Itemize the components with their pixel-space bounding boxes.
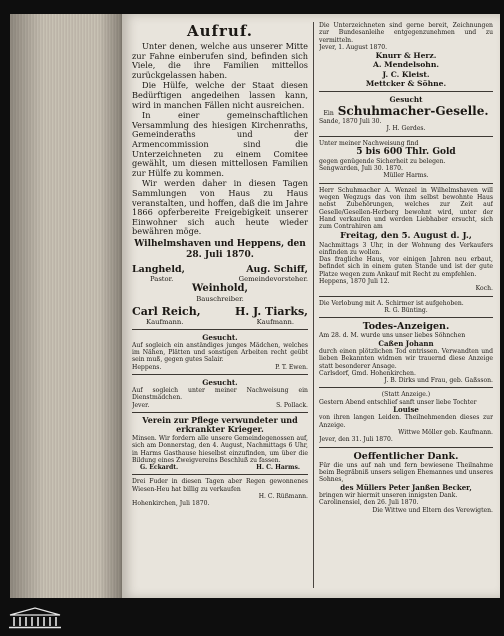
ad-body: Herr Schuhmacher A. Wenzel in Wilhelmshaven will wegen Wegzugs das von ihm selbst bewohnte Haus nebst Zubehörungen, welches zur Zeit auf Geselle/Gesellen-Herberg bewohnt wird, unter der Hand verkaufen und werden Liebhaber ersucht, sich zum Contrahiren am bbox=[319, 186, 493, 231]
ad-place: Hohenkirchen, Juli 1870. bbox=[132, 500, 210, 508]
firm-name: Knurr & Herz. bbox=[375, 51, 437, 61]
divider bbox=[132, 412, 308, 413]
ad-body: Das fragliche Haus, vor einigen Jahren neu erbaut, befindet sich in einem guten Stande und ist der gute Platze wegen zum Ankauf mit Recht zu empfehlen. bbox=[319, 256, 493, 278]
ad-body: Drei Fuder in diesen Tagen aber Regen gewonnenes Wiesen-Heu hat billig zu verkaufen bbox=[132, 478, 308, 493]
appeal-paragraph: Die Hülfe, welche der Staat diesen Bedürftigen angedeihen lassen kann, wird in manchen Fällen nicht ausreichen. bbox=[132, 80, 308, 110]
ad-title-row bbox=[319, 104, 493, 118]
ad-signature bbox=[132, 464, 308, 471]
signer-name: Aug. Schiff, bbox=[246, 263, 308, 275]
divider bbox=[319, 447, 493, 448]
divider bbox=[132, 474, 308, 475]
ad-heading: Gesucht bbox=[389, 95, 423, 104]
column-divider bbox=[313, 22, 314, 588]
ad-signer: H. C. Rüßmann. bbox=[258, 493, 308, 501]
firm-name: A. Mendelsohn. bbox=[373, 60, 439, 70]
ad-body: Die Verlobung mit A. Schirmer ist aufgehoben. bbox=[319, 299, 464, 307]
ad-signer: Die Wittwe und Eltern des Verewigten. bbox=[372, 506, 493, 514]
ad-signer: H. C. Harms. bbox=[256, 464, 300, 472]
ad-heading: Oeffentlicher Dank. bbox=[353, 450, 459, 462]
ad-heading: Todes-Anzeigen. bbox=[362, 321, 450, 333]
ad-body: Unter meiner Nachweisung find bbox=[319, 139, 419, 147]
ad-signer: P. T. Ewen. bbox=[275, 363, 308, 371]
ad-heading: (Statt Anzeige.) bbox=[381, 391, 431, 399]
ad-signer: Müller Harms. bbox=[383, 172, 429, 180]
ad-body: Die Unterzeichneten sind gerne bereit, Zeichnungen zur Bundesanleihe entgegenzunehmen und zu vermitteln. bbox=[319, 22, 493, 44]
signers-row bbox=[132, 305, 308, 318]
signer-role: Kaufmann. bbox=[256, 317, 294, 326]
ad-place: Carlsdorf, Gmd. Hohenkirchen. bbox=[319, 369, 416, 377]
ad-signer: R. G. Bünting. bbox=[384, 306, 428, 314]
appeal-date: Wilhelmshaven und Heppens, den 28. Juli 1870. bbox=[134, 238, 306, 260]
appeal-paragraph: Unter denen, welche aus unserer Mitte zur Fahne einberufen sind, befinden sich Viele, die ihre Familien mittellos zurückgelassen haben. bbox=[132, 41, 308, 80]
ad-amount: 5 bis 600 Thlr. Gold bbox=[356, 146, 456, 157]
signer-role: Gemeindevorsteher. bbox=[238, 274, 308, 283]
ad-body: durch einen plötzlichen Tod entrissen. Verwandten und lieben Bekannten widmen wir trauernd diese Anzeige statt besonderer Ansage. bbox=[319, 347, 493, 370]
ad-date: Jever, 1. August 1870. bbox=[319, 43, 388, 51]
signers-roles bbox=[132, 275, 308, 283]
left-column bbox=[132, 22, 308, 592]
ad-signature bbox=[132, 364, 308, 371]
ad-date: Sengwarden, Juli 30. 1870. bbox=[319, 165, 403, 173]
ad-body: gegen genügende Sicherheit zu belegen. bbox=[319, 157, 446, 165]
divider bbox=[319, 183, 493, 184]
deceased-name: Louise bbox=[393, 405, 419, 415]
signer-role: Bauschreiber. bbox=[196, 294, 244, 303]
appeal-title: Aufruf. bbox=[187, 22, 253, 40]
book bbox=[10, 14, 494, 598]
signers-roles bbox=[132, 318, 308, 326]
deceased-name: Caßen Johann bbox=[378, 338, 434, 348]
ad-body: Für die uns auf nah und fern bewiesene Theilnahme beim Begräbniß unsers seligen Ehemannes und unseres Sohnes, bbox=[319, 461, 493, 484]
divider bbox=[319, 387, 493, 388]
ad-place: Jever. bbox=[132, 401, 150, 409]
ad-signer: G. Eckardt. bbox=[140, 464, 179, 472]
appeal-paragraph: In einer gemeinschaftlichen Versammlung des hiesigen Kirchenraths, Gemeinderaths und der Armencommission sind die Unterzeichneten zu einem Comitee gewählt, um diesen mittellosen Familien zur Hülfe zu kommen. bbox=[132, 110, 308, 178]
book-fore-edge bbox=[10, 14, 122, 598]
ad-body: Auf sogleich ein anständiges junges Mädchen, welches im Nähen, Plätten und sonstigen Arbeiten recht geübt sein muß, gegen gutes Salair. bbox=[132, 341, 308, 364]
ad-heading: Gesucht. bbox=[202, 332, 238, 342]
divider bbox=[319, 317, 493, 318]
signers-row bbox=[132, 264, 308, 275]
ad-body: von ihren langen Leiden. Theilnehmenden dieses zur Anzeige. bbox=[319, 414, 493, 429]
signer-name: Weinhold, bbox=[191, 282, 249, 294]
signer-name: Carl Reich, bbox=[132, 304, 201, 318]
appeal-paragraph: Wir werden daher in diesen Tagen Sammlungen von Haus zu Haus veranstalten, und hoffen, daß die im Jahre 1866 opferbereite Freigebigkeit unserer Einwohner sich auch heute wieder bewähren möge. bbox=[132, 178, 308, 237]
signer-name: H. J. Tiarks, bbox=[235, 304, 308, 318]
ad-date: Carolinensiel, den 26. Juli 1870. bbox=[319, 499, 419, 507]
appeal-body bbox=[132, 42, 308, 237]
divider bbox=[319, 91, 493, 92]
ad-body: Auf sogleich unter meiner Nachweisung ein Dienstmädchen. bbox=[132, 387, 308, 402]
ad-heading: Verein zur Pflege verwundeter und erkrankter Krieger. bbox=[142, 414, 298, 435]
signer-role: Kaufmann. bbox=[146, 317, 184, 326]
ad-place: Heppens. bbox=[132, 363, 162, 371]
signer-role: Pastor. bbox=[150, 274, 174, 283]
deceased-name: des Müllers Peter Janßen Becker, bbox=[340, 482, 472, 492]
ad-signer: Koch. bbox=[475, 285, 493, 293]
ad-body: Gestern Abend entschlief sanft unser liebe Tochter bbox=[319, 398, 477, 406]
ad-date: Heppens, 1870 Juli 12. bbox=[319, 278, 390, 286]
right-column bbox=[319, 22, 493, 592]
divider bbox=[319, 296, 493, 297]
signer-name: Langheld, bbox=[132, 263, 185, 275]
ad-body: Nachmittags 3 Uhr, in der Wohnung des Verkaufers einfinden zu wollen. bbox=[319, 241, 493, 256]
ad-body: bringen wir hiermit unseren innigsten Dank. bbox=[319, 491, 458, 499]
ad-signer: J. H. Gerdes. bbox=[386, 125, 426, 133]
divider bbox=[132, 329, 308, 330]
ad-date: Sande, 1870 Juli 30. bbox=[319, 118, 382, 125]
ad-date-bold: Freitag, den 5. August d. J., bbox=[340, 230, 472, 241]
ad-body: Minsen. Wir fordern alle unsere Gemeindegenossen auf, sich am Donnerstag, den 4. August, Nachmittags 6 Uhr, in Harms Gasthause hieselbst einzufinden, um über die Bildung eines Zweigvereins Beschluß zu fassen. bbox=[132, 434, 308, 464]
divider bbox=[319, 136, 493, 137]
ad-signer: J. B. Dirks und Frau, geb. Gaßsson. bbox=[384, 377, 493, 385]
ad-signer: S. Pollack. bbox=[276, 401, 308, 409]
ad-signer: Wittwe Möller geb. Kaufmann. bbox=[398, 429, 493, 437]
ad-heading: Gesucht. bbox=[202, 378, 238, 388]
ad-date: Jever, den 31. Juli 1870. bbox=[319, 436, 393, 444]
divider bbox=[132, 374, 308, 375]
firm-name: J. C. Kleist. bbox=[382, 69, 430, 79]
firm-name: Mettcker & Söhne. bbox=[365, 78, 447, 88]
ad-title: Schuhmacher-Geselle. bbox=[337, 104, 489, 118]
library-building-icon bbox=[6, 606, 64, 630]
ad-title-prefix: Ein bbox=[323, 110, 334, 117]
ad-signature bbox=[132, 402, 308, 409]
newspaper-page bbox=[122, 14, 500, 598]
ad-body: Am 28. d. M. wurde uns unser liebes Söhnchen bbox=[319, 332, 466, 340]
